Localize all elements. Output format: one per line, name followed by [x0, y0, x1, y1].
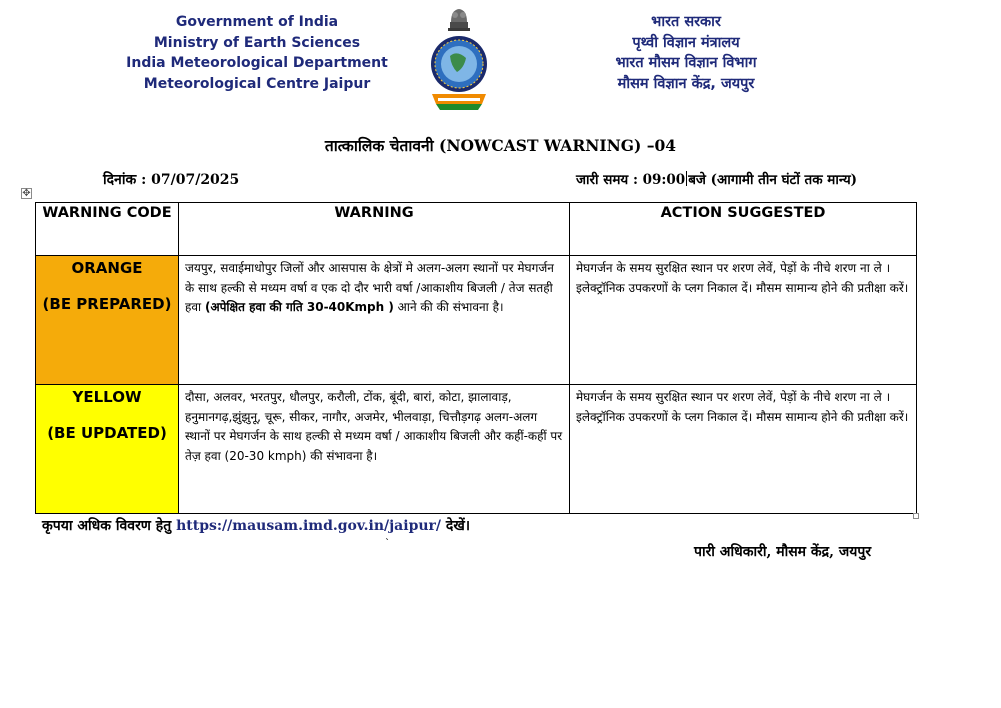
warning-text	[179, 385, 570, 514]
issue-time-validity: बजे (आगामी तीन घंटों तक मान्य)	[688, 172, 858, 188]
table-row	[36, 256, 917, 385]
header-warning: WARNING	[179, 203, 570, 256]
more-info-suffix: देखें।	[441, 518, 471, 534]
document-title: तात्कालिक चेतावनी (NOWCAST WARNING) –04	[324, 136, 677, 155]
table-resize-handle[interactable]	[913, 513, 919, 519]
warning-level: YELLOW	[72, 388, 142, 406]
signature: पारी अधिकारी, मौसम केंद्र, जयपुर	[694, 544, 872, 560]
warning-text-plain: दौसा, अलवर, भरतपुर, धौलपुर, करौली, टोंक, बूंदी, बारां, कोटा, झालावाड़, हनुमानगढ़,झुंझुनू, चूरू, सीकर, नागौर, अजमेर, भीलवाड़ा, चित्तौड़गढ़ अलग-अलग स्थानों पर मेघगर्जन के साथ हल्की से मध्यम वर्षा / आकाशीय बिजली और कहीं-कहीं पर तेज़ हवा (20-30 kmph) की संभावना है।	[185, 390, 563, 463]
action-text: मेघगर्जन के समय सुरक्षित स्थान पर शरण लेवें, पेड़ों के नीचे शरण ना ले । इलेक्ट्रॉनिक उपकरणों के प्लग निकाल दें। मौसम सामान्य होने की प्रतीक्षा करें।	[570, 385, 917, 514]
header-hindi-line: भारत मौसम विज्ञान विभाग	[615, 55, 757, 71]
warning-text-plain: जयपुर, सवाईमाधोपुर जिलों और आसपास के क्षेत्रों मे अलग-अलग स्थानों पर मेघगर्जन के साथ हल्की से मध्यम वर्षा व एक दो दौर भारी वर्षा /आकाशीय बिजली / तेज सतही हवा	[185, 261, 554, 314]
imd-emblem-icon	[424, 6, 494, 114]
issue-date: दिनांक : 07/07/2025	[103, 172, 240, 188]
warning-text-tail: आने की की संभावना है।	[393, 300, 504, 314]
more-info-prefix: कृपया अधिक विवरण हेतु	[42, 518, 177, 534]
more-info	[42, 516, 470, 535]
issue-time-text: जारी समय : 09:00	[576, 172, 686, 188]
warning-text-bold: (अपेक्षित हवा की गति 30-40Kmph )	[204, 300, 394, 314]
header-english-line: India Meteorological Department	[126, 55, 388, 71]
header-action: ACTION SUGGESTED	[570, 203, 917, 256]
stray-mark: `	[385, 538, 390, 549]
warning-meaning: (BE UPDATED)	[47, 424, 167, 442]
header-english-line: Ministry of Earth Sciences	[153, 34, 361, 51]
action-text: मेघगर्जन के समय सुरक्षित स्थान पर शरण लेवें, पेड़ों के नीचे शरण ना ले । इलेक्ट्रॉनिक उपकरणों के प्लग निकाल दें। मौसम सामान्य होने की प्रतीक्षा करें।	[570, 256, 917, 385]
table-header-row	[36, 203, 917, 256]
issue-time	[576, 170, 857, 188]
header-english	[112, 12, 402, 94]
header-english-line: Government of India	[175, 14, 339, 30]
header-hindi-line: भारत सरकार	[651, 14, 721, 30]
header-hindi	[566, 12, 806, 94]
warning-meaning: (BE PREPARED)	[42, 295, 172, 313]
header-warning-code: WARNING CODE	[36, 203, 179, 256]
warning-code-yellow	[36, 385, 179, 514]
header-hindi-line: मौसम विज्ञान केंद्र, जयपुर	[617, 75, 755, 92]
table-move-handle-icon[interactable]: ✥	[22, 188, 31, 199]
more-info-link[interactable]: https://mausam.imd.gov.in/jaipur/	[176, 518, 442, 534]
header-english-line: Meteorological Centre Jaipur	[143, 75, 371, 92]
warning-level: ORANGE	[71, 259, 143, 277]
table-row	[36, 385, 917, 514]
warning-text	[179, 256, 570, 385]
header-hindi-line: पृथ्वी विज्ञान मंत्रालय	[632, 34, 740, 51]
warning-table	[35, 202, 917, 514]
warning-code-orange	[36, 256, 179, 385]
